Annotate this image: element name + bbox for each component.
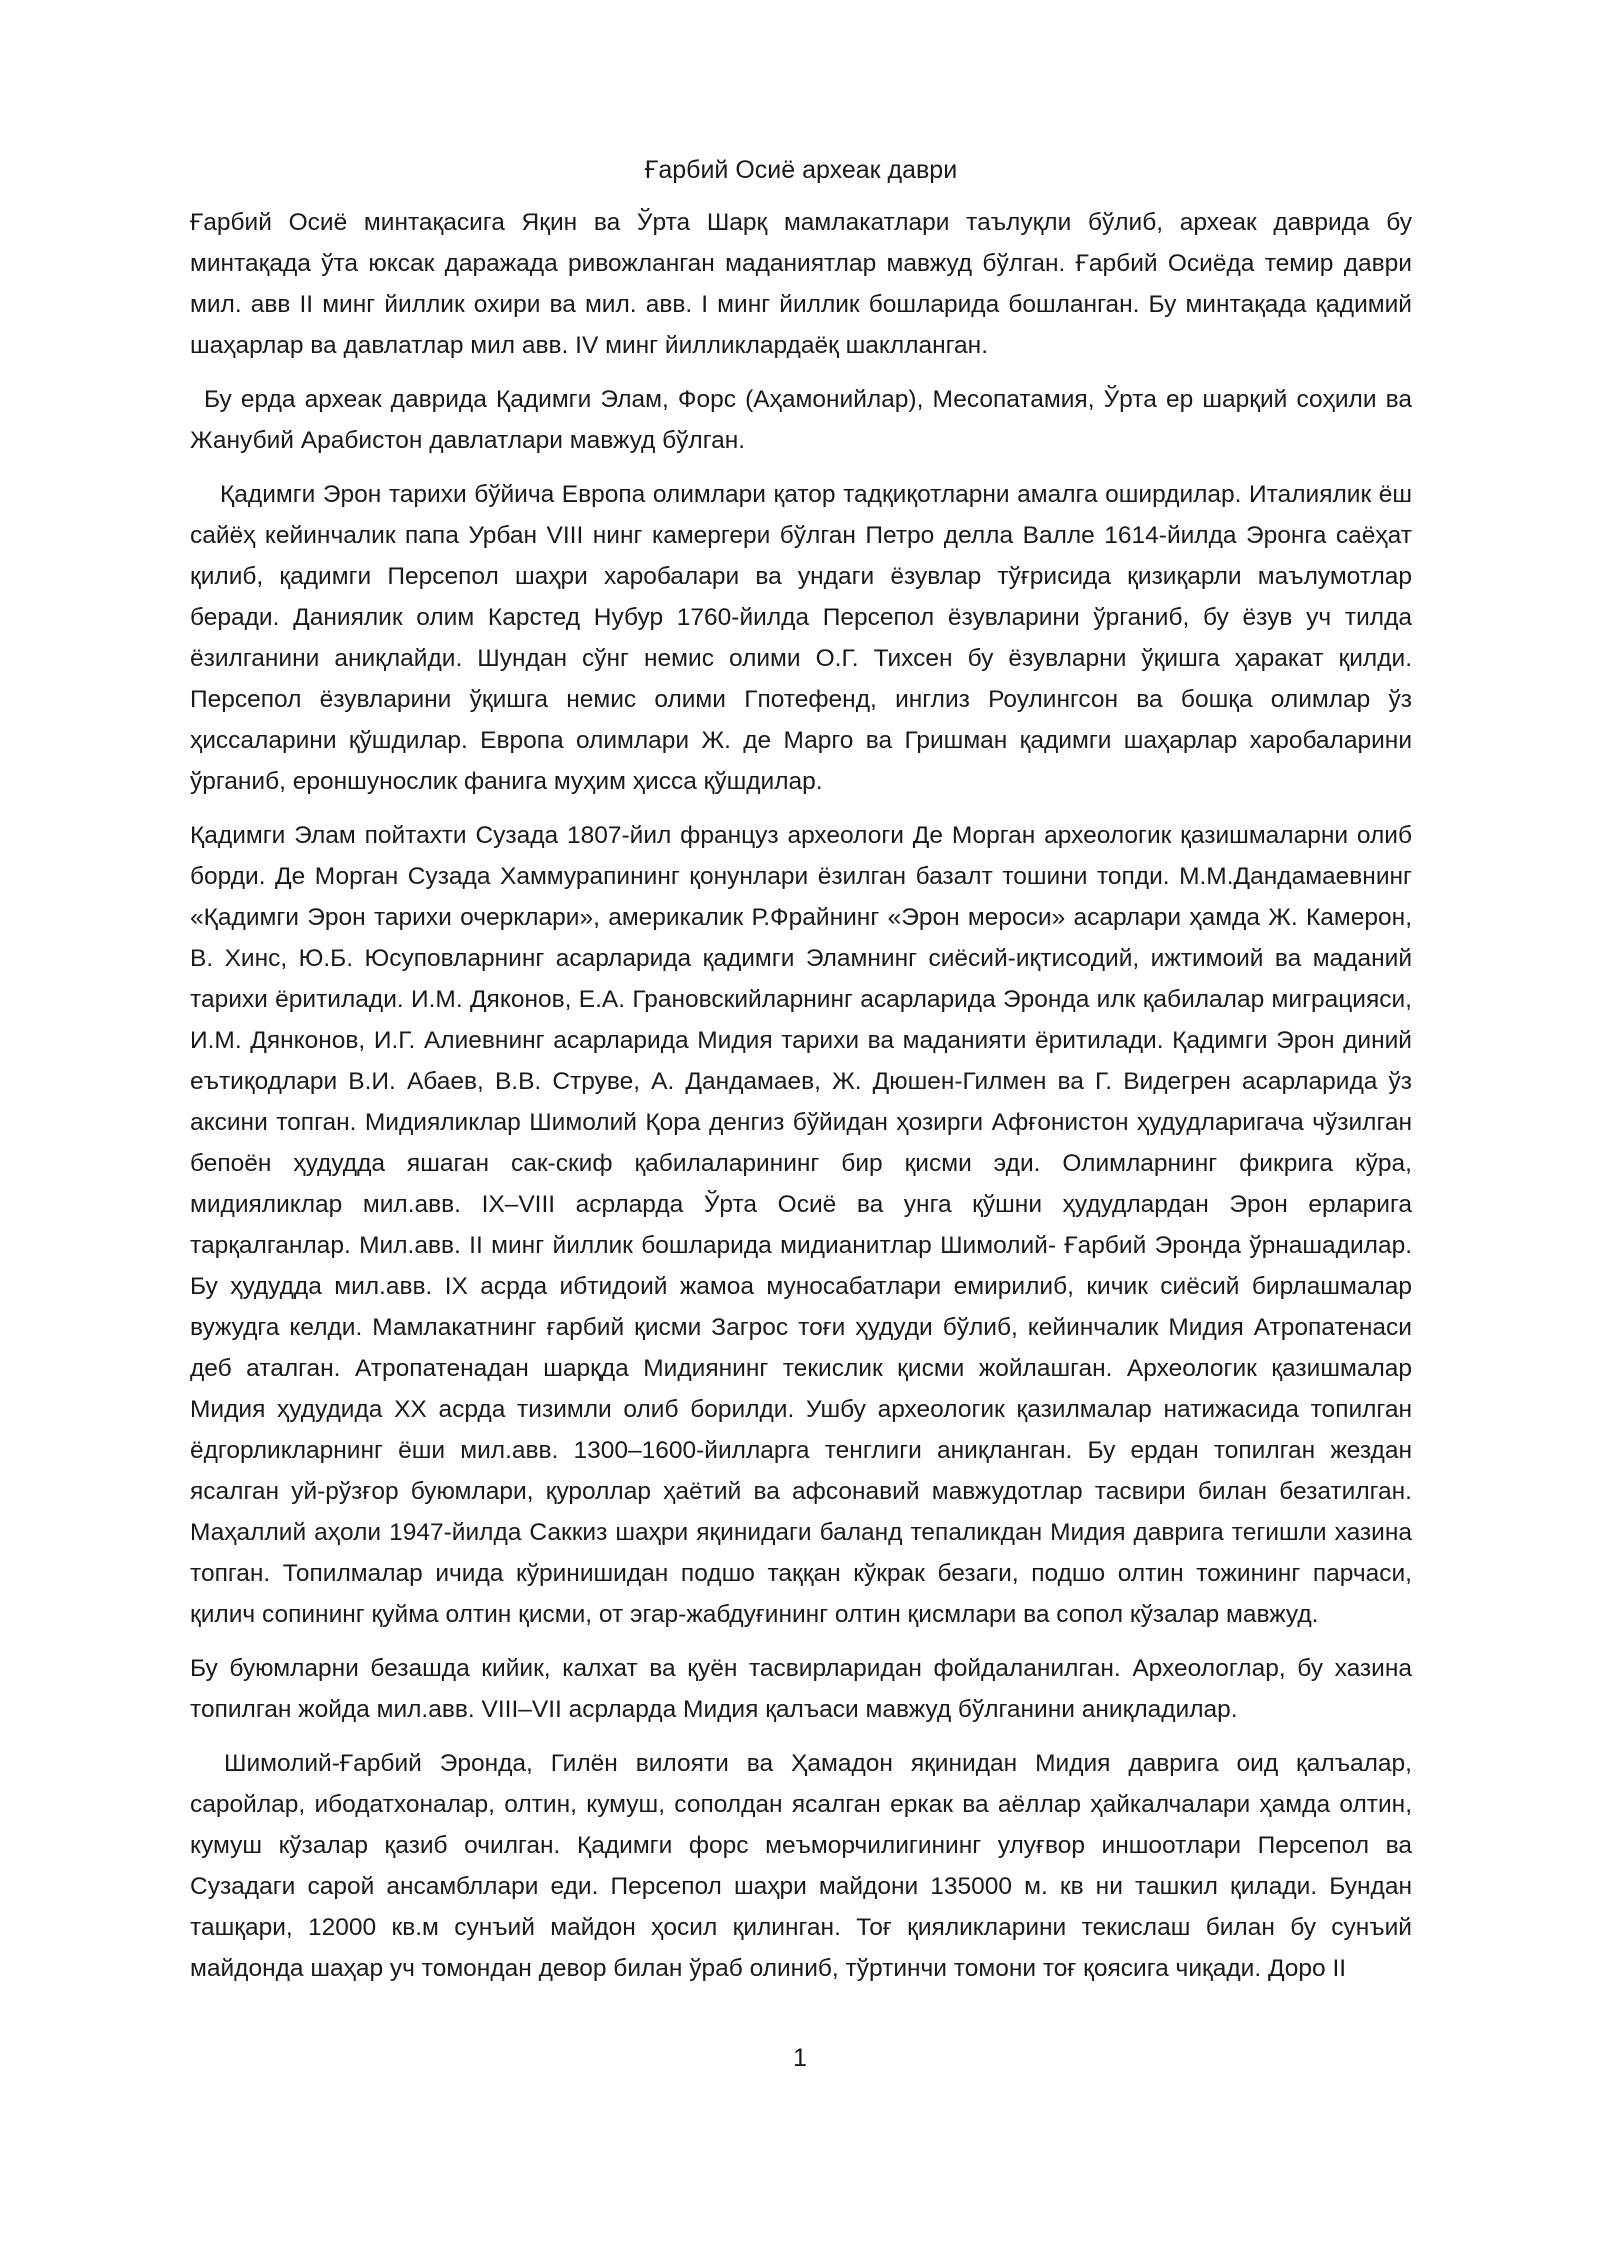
document-page xyxy=(190,150,1412,2002)
paragraph-treasure-decoration: Бу буюмларни безашда кийик, калхат ва қуён тасвирларидан фойдаланилган. Археологлар, бу хазина топилган жойда мил.авв. VIII–VII асрларда Мидия қалъаси мавжуд бўлганини аниқладилар. xyxy=(190,1655,1412,1723)
paragraph-intro: Ғарбий Осиё минтақасига Яқин ва Ўрта Шарқ мамлакатлари таълуқли бўлиб, археак даврида бу минтақада ўта юксак даражада ривожланган маданиятлар мавжуд бўлган. Ғарбий Осиёда темир даври мил. авв II минг йиллик охири ва мил. авв. I минг йиллик бошларида бошланган. Бу минтақада қадимий шаҳарлар ва давлатлар мил авв. IV минг йилликлардаёқ шаклланган. xyxy=(190,209,1412,359)
paragraph-research-history: Қадимги Эрон тарихи бўйича Европа олимлари қатор тадқиқотларни амалга оширдилар. Италиялик ёш сайёҳ кейинчалик папа Урбан VIII нинг камергери бўлган Петро делла Валле 1614-йилда Эронга саёҳат қилиб, қадимги Персепол шаҳри харобалари ва ундаги ёзувлар тўғрисида қизиқарли маълумотлар беради. Даниялик олим Карстед Нубур 1760-йилда Персепол ёзувларини ўрганиб, бу ёзув уч тилда ёзилганини аниқлайди. Шундан сўнг немис олими О.Г. Тихсен бу ёзувларни ўқишга ҳаракат қилди. Персепол ёзувларини ўқишга немис олими Гпотефенд, инглиз Роулингсон ва бошқа олимлар ўз ҳиссаларини қўшдилар. Европа олимлари Ж. де Марго ва Гришман қадимги шаҳарлар харобаларини ўрганиб, ероншунослик фанига муҳим ҳисса қўшдилар. xyxy=(190,481,1412,795)
paragraph-states: Бу ерда археак даврида Қадимги Элам, Форс (Аҳамонийлар), Месопатамия, Ўрта ер шарқий соҳили ва Жанубий Арабистон давлатлари мавжуд бўлган. xyxy=(190,386,1412,454)
page-number: 1 xyxy=(793,2044,807,2072)
paragraph-persepolis: Шимолий-Ғарбий Эронда, Гилён вилояти ва Ҳамадон яқинидан Мидия даврига оид қалъалар, саройлар, ибодатхоналар, олтин, кумуш, сополдан ясалган еркак ва аёллар ҳайкалчалари ҳамда олтин, кумуш кўзалар қазиб очилган. Қадимги форс меъморчилигининг улуғвор иншоотлари Персепол ва Сузадаги сарой ансамбллари еди. Персепол шаҳри майдони 135000 м. кв ни ташкил қилади. Бундан ташқари, 12000 кв.м сунъий майдон ҳосил қилинган. Тоғ қияликларини текислаш билан бу сунъий майдонда шаҳар уч томондан девор билан ўраб олиниб, тўртинчи томони тоғ қоясига чиқади. Доро II xyxy=(190,1750,1412,1982)
paragraph-elam-media: Қадимги Элам пойтахти Сузада 1807-йил француз археологи Де Морган археологик қазишмаларни олиб борди. Де Морган Сузада Хаммурапининг қонунлари ёзилган базалт тошини топди. М.М.Дандамаевнинг «Қадимги Эрон тарихи очерклари», америкалик Р.Фрайнинг «Эрон мероси» асарлари ҳамда Ж. Камерон, В. Хинс, Ю.Б. Юсуповларнинг асарларида қадимги Эламнинг сиёсий-иқтисодий, ижтимоий ва маданий тарихи ёритилади. И.М. Дяконов, Е.А. Грановскийларнинг асарларида Эронда илк қабилалар миграцияси, И.М. Дянконов, И.Г. Алиевнинг асарларида Мидия тарихи ва маданияти ёритилади. Қадимги Эрон диний eътиқодлари В.И. Абаев, В.В. Струве, А. Дандамаев, Ж. Дюшен-Гилмен ва Г. Видегрен асарларида ўз аксини топган. Мидияликлар Шимолий Қора денгиз бўйидан ҳозирги Афғонистон ҳудудларигача чўзилган бепоён ҳудудда яшаган сак-скиф қабилаларининг бир қисми эди. Олимларнинг фикрига кўра, мидияликлар мил.авв. IX–VIII асрларда Ўрта Осиё ва унга қўшни ҳудудлардан Эрон ерларига тарқалганлар. Мил.авв. II минг йиллик бошларида мидианитлар Шимолий- Ғарбий Эронда ўрнашадилар. Бу ҳудудда мил.авв. IX асрда ибтидоий жамоа муносабатлари емирилиб, кичик сиёсий бирлашмалар вужудга келди. Мамлакатнинг ғарбий қисми Загрос тоғи ҳудуди бўлиб, кейинчалик Мидия Атропатенаси деб аталган. Атропатенадан шарқда Мидиянинг текислик қисми жойлашган. Археологик қазишмалар Мидия ҳудудида XX асрда тизимли олиб борилди. Ушбу археологик қазилмалар натижасида топилган ёдгорликларнинг ёши мил.авв. 1300–1600-йилларга тенглиги аниқланган. Бу ердан топилган жездан ясалган уй-рўзғор буюмлари, қуроллар ҳаётий ва афсонавий мавжудотлар тасвири билан безатилган. Маҳаллий аҳоли 1947-йилда Саккиз шаҳри яқинидаги баланд тепаликдан Мидия даврига тегишли хазина топган. Топилмалар ичида кўринишидан подшо таққан кўкрак безаги, подшо олтин тожининг парчаси, қилич сопининг қуйма олтин қисми, от эгар-жабдуғининг олтин қисмлари ва сопол кўзалар мавжуд. xyxy=(190,822,1412,1628)
document-title: Ғарбий Осиё археак даври xyxy=(644,156,958,184)
